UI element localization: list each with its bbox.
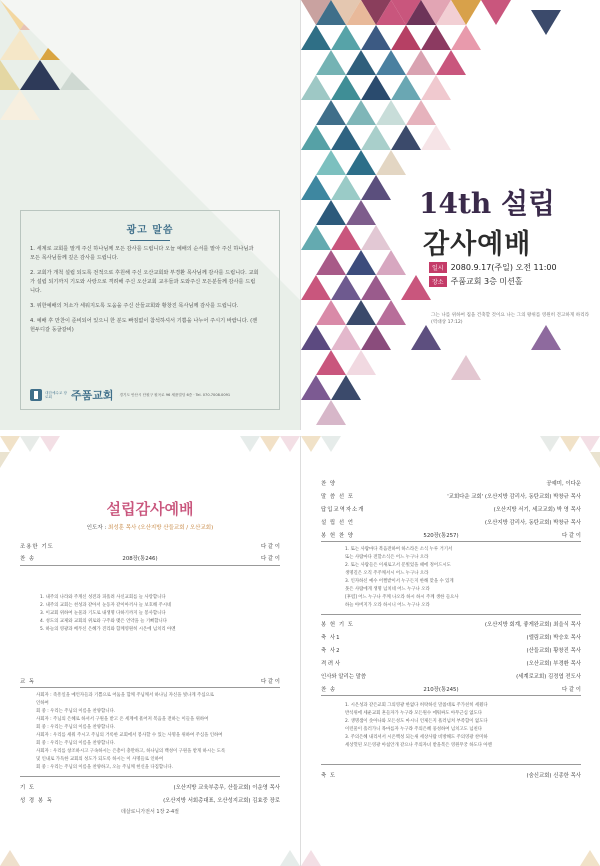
separator <box>321 541 581 542</box>
notice-page <box>0 0 300 430</box>
church-footer <box>30 384 270 406</box>
scripture-reference: 데살로니가전서 1장 2-4절 <box>121 809 179 815</box>
notice-list <box>30 245 260 341</box>
order-row: 축 도 (숨신교회) 신종한 목사 <box>321 772 581 779</box>
order-row: 봉 헌 찬 양 520장(통257) 다 같 이 <box>321 532 581 539</box>
order-row: 격 려 사 (오산교회) 부경환 목사 <box>321 660 581 667</box>
order-row: 찬 송 208장(통246) 다 같 이 <box>20 555 280 562</box>
order-row: 찬 송 210장(통245) 다 같 이 <box>321 686 581 693</box>
separator <box>321 614 581 615</box>
cover-page <box>301 0 600 430</box>
order-page-2 <box>301 436 600 866</box>
responsive-reading: 사회자 : 즉흥일을 예언자들과 기쁨으로 어둠을 함께 주님께서 하나님 자신을 빛나게 주십으로 인하여 회 중 : 우리는 주님의 이름을 찬양합니다. 사회자 : 주님의 은혜로 하셔서 구원을 받고 온 세계에 흩어져 복음을 전하는 이들을 위하여 회 중 : 우리는 주님의 이름을 찬양합니다. 사회자 : 우리를 세워 주시고 주님의 거룩한 교회에서 봉사할 수 있는 사명을 위하여 주심을 인하여 회 중 : 우리는 주님의 이름을 찬양합니다. 사회자 : 우리를 창조하시고 구속하시는 은총이 충만하고, 하나님의 백성이 구원을 받게 하시는 도록 및 인내로 가득한 교회의 성도가 되도록 하시는 이 사명들로 인하여 회 중 : 우리는 주님의 이름을 찬양하고, 오늘 주님께 헌신을 다짐합니다. <box>36 693 226 770</box>
order-heading: 설립감사예배 <box>106 500 194 518</box>
cover-subtitle: 감사예배 <box>423 229 532 260</box>
order-row: 찬 양 공예미, 이다운 <box>321 480 581 487</box>
place-tag: 장소 <box>429 276 447 287</box>
closing-hymn-lyrics: 1. 시온성과 같은교회 그의영광 한없다 허락하신 말씀대로 주가친히 세웠다 반석위에 세운교회 흔들자가 누구랴 모든원수 에워싸도 아무근심 없도다 2. 생명샘이 솟아나와 모든성도 마시니 언제든지 흘러넘쳐 부족함이 없도다 이런물이 흘러가니 목마를자 누구랴 주의은혜 풍성하여 넘치고도 넘친다 3. 주의은혜 내리셔서 시온백성 되는새 세상사람 비방해도 주의영광 찬미하 세상헛된 모든영광 아침안개 같으나 주의자녀 받을복은 영원무궁 하도다 아멘 <box>345 703 492 748</box>
order-spread <box>0 436 600 866</box>
order-row: 성 경 봉 독 (오산지방 서회총대표, 오산성지교회) 김효중 장로 <box>20 797 280 804</box>
notice-item: 1. 세계로 교회를 말게 주신 하나님께 모든 감사를 드립니다 오늘 예배의 순서를 맡아 주신 하나님과 모든 목사님들께 깊은 감사를 드립니다. <box>30 246 254 261</box>
order-row: 설 립 선 언 (오산지방 감리사, 동탄교회) 박창규 목사 <box>321 519 581 526</box>
order-row: 축 사1 (엘림교회) 박승호 목사 <box>321 634 581 641</box>
church-name: 주품교회 <box>71 389 114 402</box>
hymn-lyrics: 1. 내주의 나라와 주계신 성전과 피흘려 사신교회를 늘 사랑합니다 2. 내주의 교회는 천성과 같아서 눈동자 같이아끼사 늘 보호해 주시네 3. 이교회 위하여 눈물과 기도로 내생명 다하기까지 늘 봉사합니다 4. 성도의 교제와 교회의 위로와 구주와 맺은 언약을 늘 기뻐합니다 5. 하늘의 영광과 베푸신 은혜가 진리와 함께영원히 시온에 넘치리 아멘 <box>40 595 176 632</box>
separator <box>20 565 280 566</box>
order-row: 답입교역자소개 (오산지방 서기, 세교교회) 박 영 목사 <box>321 506 581 513</box>
separator <box>321 764 581 765</box>
notice-item: 3. 위한예배의 처소가 세워지도록 도움을 주신 산들교회와 황창진 목사님께 감사를 드립니다. <box>30 303 239 309</box>
cover-title: 14th 설립 <box>419 187 556 220</box>
cover-info <box>429 262 557 290</box>
leader-detail: (오산지방 산들교회 / 오산교회) <box>136 525 214 531</box>
date-row <box>429 262 557 273</box>
separator <box>321 695 581 696</box>
order-row: 교 독 다 같 이 <box>20 678 280 685</box>
order-row: 조용한 기도 다 같 이 <box>20 543 280 550</box>
notice-title: 광고 말씀 <box>21 221 279 241</box>
order-row: 봉 헌 기 도 (오산지방 회계, 좋게완교회) 최을식 목사 <box>321 621 581 628</box>
denomination-label: 대한예수교 장로회 <box>45 390 67 399</box>
church-logo-icon <box>30 389 42 401</box>
place-row <box>429 276 557 287</box>
cover-spread <box>0 0 600 430</box>
notice-item: 2. 교회가 개척 설립 되도록 전적으로 후원해 주신 오산교회와 부경환 목사님께 감사를 드립니다. 교회가 설립 되기까지 기도와 사랑으로 격려해 주신 오산교회 교우들과 도와주신 모든분들께 감사를 드립니다. <box>30 270 259 294</box>
leader-name: 최성훈 목사 <box>108 525 137 531</box>
notice-item: 4. 예배 후 만찬이 준비되어 있으니 한 분도 빠짐없이 참석하셔서 기쁨을 나누어 주시기 바랍니다. (젠헌두디갈 동굴갈비) <box>30 318 258 333</box>
order-row: 말 씀 선 포 '교회다운 교회' (오산지방 감리사, 동탄교회) 박창규 목사 <box>321 493 581 500</box>
date-tag: 일시 <box>429 262 447 273</box>
order-row: 기 도 (오산지방 교육부총무, 산들교회) 이운영 목사 <box>20 784 280 791</box>
church-address: 경기도 안산시 단원구 원곡로 96 세품빌딩 6층 · Tel. 070.7008.0091 <box>119 392 231 397</box>
separator <box>20 776 280 777</box>
offering-hymn-lyrics: 1. 또는 사람마다 복음전하여 하스라온 소식 누루 거기서 또는 사람마다 전할소식은 어느 누구나 오라 2. 또는 사람들은 이새로고서 문빛었을 때에 정어드시도 생명길은 오직 주주께서시 어느 누구나 오라 3. 인자하신 예수 어쩔밭이서 누구든지 한해 맞을 수 있게 못은 사람에게 생명 넘치네 어느 누구나 오라 [후렴] 어느 누구나 주께 나오라 하시 하시 주께 생한 들으사 하늘 아버지가 오라 하시니 어느 누구나 오라 <box>345 547 459 608</box>
cover-verse: 그는 나를 위하여 집을 건축할 것이요 나는 그의 왕위를 영원히 견고하게 하리라 (역대상 17:12) <box>431 313 590 325</box>
separator <box>20 687 280 688</box>
order-row: 축 사2 (산들교회) 황창진 목사 <box>321 647 581 654</box>
order-row: 인사와 알리는 말씀 (세계로교회) 김정엽 전도사 <box>321 673 581 680</box>
order-leader <box>0 523 300 531</box>
place-value: 주품교회 3층 미션홀 <box>450 277 523 286</box>
leader-label: 인도자 : <box>86 525 109 531</box>
date-value: 2080.9.17(주일) 오전 11:00 <box>450 263 557 272</box>
order-page-1 <box>0 436 300 866</box>
